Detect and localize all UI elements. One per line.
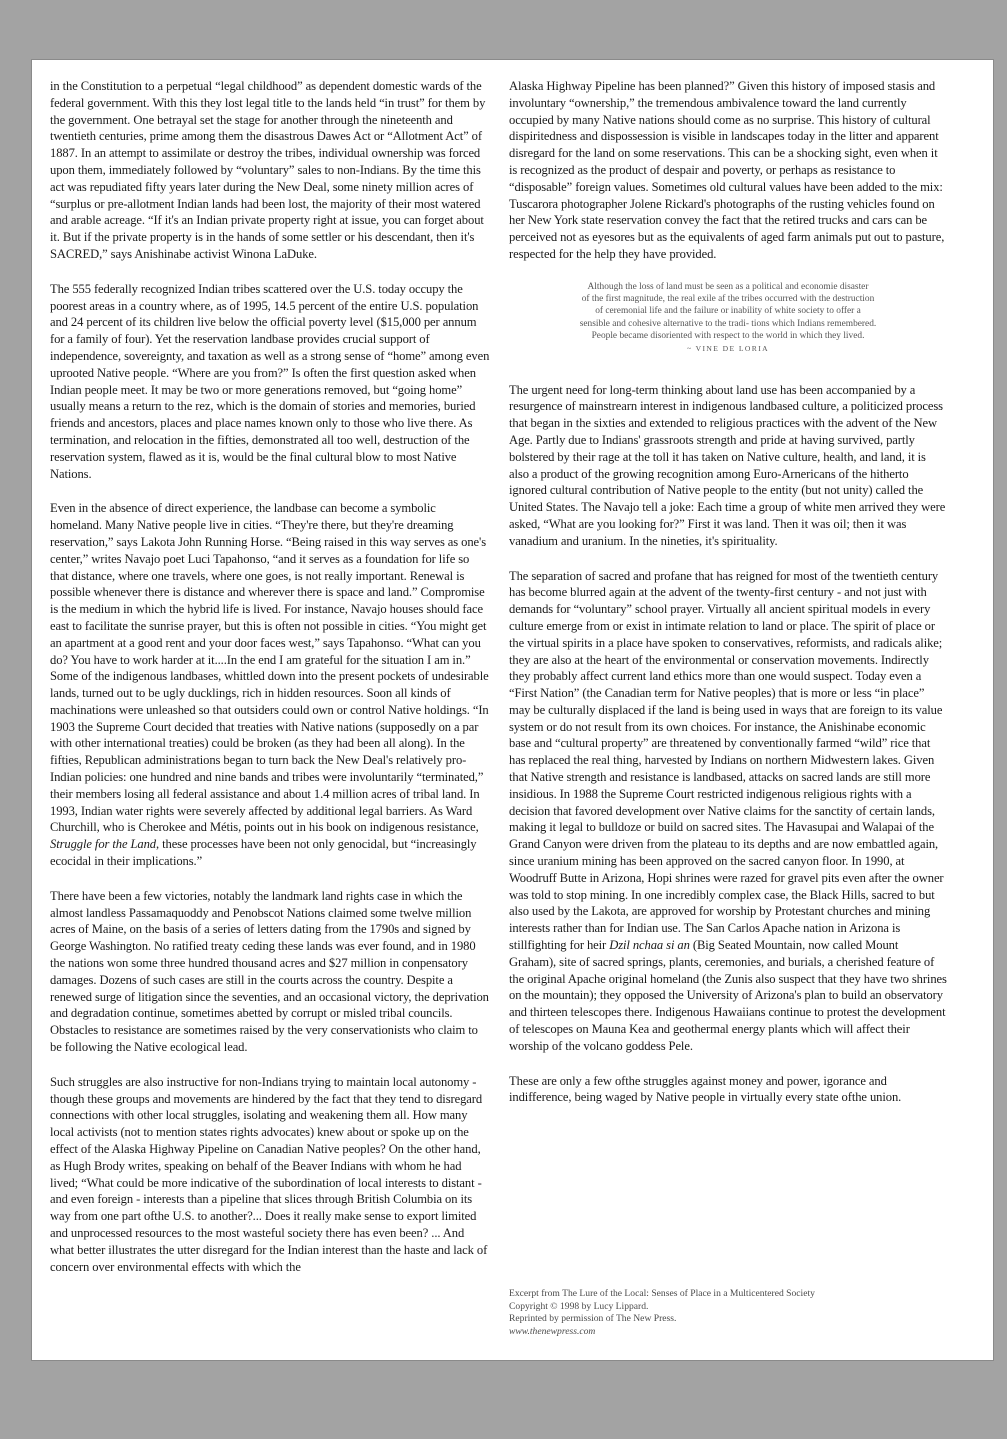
pull-quote xyxy=(509,281,947,356)
body-paragraph: Alaska Highway Pipeline has been planned?” Given this history of imposed stasis and involuntary “ownership,” the tremendous ambivalence toward the land currently occupied by many Native nations should come as no surprise. This history of cultural dispiritedness and dispossession is visible in landscapes today in the litter and apparent disregard for the land on some reservations. This can be a shocking sight, even when it is recognized as the product of despair and poverty, or perhaps as resistance to “disposable” foreign values. Sometimes old cultural values have been added to the mix: Tuscarora photographer Jolene Rickard's photographs of the rusting vehicles found on her New York state reservation convey the fact that the retired trucks and cars can be perceived not as eyesores but as the equivalents of aged farm animals put out to pasture, respected for the help they have provided. xyxy=(509,79,945,261)
pull-quote-attribution: ~ VINE DE LORIA xyxy=(686,344,770,354)
body-paragraph: The urgent need for long-term thinking about land use has been accompanied by a resurgence of mainstrearn interest in indigenous landbased culture, a politicized process that began in the sixties and extended to religious practices with the advent of the New Age. Partly due to Indians' grassroots strength and pride at having survived, partly bolstered by their rage at the toll it has taken on Native culture, health, and land, it is also a product of the growing recognition among Euro-Arnericans of the hitherto ignored cultural contribution of Native people to the entity (but not unity) called the United States. The Navajo tell a joke: Each time a group of white men arrived they were asked, “What are you looking for?” First it was land. Then it was oil; then it was vanadium and uranium. In the nineties, it's spirituality. xyxy=(509,382,946,548)
source-credit xyxy=(509,1288,929,1338)
book-title: Struggle for the Land xyxy=(50,837,156,852)
paragraph-text: , these processes have been not only genocidal, but “increasingly ecocidal in their implications.” xyxy=(50,837,477,869)
pull-quote-line: sensible and cohesive alternative to the tradi- tions which Indians remembered. xyxy=(579,318,877,329)
publisher-url[interactable]: www.thenewpress.com xyxy=(509,1325,596,1337)
paragraph-text: The separation of sacred and profane that has reigned for most of the twentieth century has become blurred again at the advent of the twenty-first century - and not just with demands for “voluntary” school prayer. Virtually all ancient spiritual models in every culture emerge from or exist in intimate relation to land or place. The spirit of place or the virtual spirits in a place have spoken to conservatives, reformists, and radicals alike; they are also at the heart of the environmental or conservation movements. Indirectly they probably affect current land ethics more than one would suspect. Today even a “First Nation” (the Canadian term for Native peoples) that is more or less “in place” may be culturally displaced if the land is being used in ways that are foreign to its value system or do not result from its own choices. For instance, the Anishinabe economic base and “cultural property” are threatened by conventionally farmed “wild” rice that has replaced the real thing, harvested by Indians on northern Midwestern lakes. Given that Native strength and resistance is landbased, attacks on sacred lands are still more insidious. In 1988 the Supreme Court restricted indigenous religious rights with a decision that favored development over Native claims for the sanctity of certain lands, making it legal to bulldoze or build on sacred sites. The Havasupai and Walapai of the Grand Canyon were driven from the plateau to its depths and are now embattled again, since uranium mining has been approved on the sacred canyon floor. In 1990, at Woodruff Butte in Arizona, Hopi shrines were razed for gravel pits even after the owner was told to stop mining. In one incredibly complex case, the Black Hills, sacred to but also used by the Lakota, are approved for worship by Protestant churches and mining interests rather than for Indian use. The San Carlos Apache nation in Arizona is stillfighting for heir xyxy=(509,568,944,953)
place-name: Dzil nchaa si an xyxy=(609,938,690,953)
credit-line: Excerpt from The Lure of the Local: Senses of Place in a Multicentered Society xyxy=(509,1288,815,1299)
pull-quote-line: Although the loss of land must be seen as a political and economie disaster xyxy=(587,281,869,292)
right-column xyxy=(509,78,947,1124)
body-paragraph xyxy=(50,500,490,870)
body-paragraph: These are only a few ofthe struggles against money and power, igorance and indifference, being waged by Native people in virtually every state ofthe union. xyxy=(509,1073,902,1105)
body-paragraph: There have been a few victories, notably the landmark land rights case in which the almost landless Passamaquoddy and Penobscot Nations claimed some twelve million acres of Maine, on the basis of a series of letters dating from the 1790s and signed by George Washington. No ratified treaty ceding these lands was ever found, and in 1980 the nations won some three hundred thousand acres and $27 million in conpensatory damages. Dozens of such cases are still in the courts across the country. Despite a renewed surge of litigation since the seventies, and an occasional victory, the deprivation and degradation continue, sometimes abetted by corrupt or misled tribal councils. Obstacles to resistance are sometimes raised by the very conservationists who claim to be following the Native ecological lead. xyxy=(50,888,489,1055)
pull-quote-line: of ceremonial life and the failure or inability of white society to offer a xyxy=(595,306,861,317)
paragraph-text: Even in the absence of direct experience, the landbase can become a symbolic homeland. Many Native people live in cities. “They're there, but they're dreaming reservation,” says Lakota John Running Horse. “Being raised in this way serves as one's center,” writes Navajo poet Luci Tapahonso, “and it serves as a foundation for life so that distance, where one travels, where one goes, is not really important. Renewal is possible whenever there is distance and wherever there is space and land.” Compromise is the medium in which the hybrid life is lived. For instance, Navajo houses should face east to facilitate the sunrise prayer, but this is often not possible in cities. “You might get an apartment at a good rent and your door faces west,” says Tapahonso. “What can you do? You have to work harder at it....In the end I am grateful for the situation I am in.” Some of the indigenous landbases, whittled down into the present pockets of undesirable lands, turned out to be ugly ducklings, rich in hidden resources. Soon all kinds of machinations were unleashed so that outsiders could own or control Native holdings. “In 1903 the Supreme Court decided that treaties with Native nations (supposedly on a par with other international treaties) could be broken (as they had been all along). In the fifties, Republican administrations began to turn back the New Deal's relatively pro-Indian policies: one hundred and nine bands and tribes were involuntarily “terminated,” their members losing all federal assistance and about 1.4 million acres of tribal land. In 1993, Indian water rights were severely affected by additional legal barriers. As Ward Churchill, who is Cherokee and Métis, points out in his book on indigenous resistance, xyxy=(50,501,489,835)
credit-line: Copyright © 1998 by Lucy Lippard. xyxy=(509,1300,649,1312)
body-paragraph xyxy=(509,568,947,1055)
credit-line: Reprinted by permission of The New Press. xyxy=(509,1313,677,1325)
left-column xyxy=(50,78,490,1293)
body-paragraph: in the Constitution to a perpetual “legal childhood” as dependent domestic wards of the federal government. With this they lost legal title to the lands held “in trust” for them by the government. One betrayal set the stage for another through the nineteenth and twentieth centuries, prime among them the disastrous Dawes Act or “Allotment Act” of 1887. In an attempt to assimilate or destroy the tribes, individual ownership was forced upon them, immediately followed by “voluntary” sales to non-Indians. By the time this act was repudiated fifty years later during the New Deal, some ninety million acres of “surplus or pre-allotment Indian lands had been lost, the majority of their most watered and arable acreage. “If it's an Indian private property right at issue, you can forget about it. But if the private property is in the hands of some settler or his descendant, then it's SACRED,” says Anishinabe activist Winona LaDuke. xyxy=(50,79,486,261)
body-paragraph: The 555 federally recognized Indian tribes scattered over the U.S. today occupy the poorest areas in a country where, as of 1995, 14.5 percent of the entire U.S. population and 24 percent of its children live below the official poverty level ($15,000 per annum for a family of four). Yet the reservation landbase provides crucial support of independence, sovereignty, and taxation as well as a strong sense of “home” among even uprooted Native people. “Where are you from?” Is often the first question asked when Indian people meet. It may be two or more generations removed, but “going home” usually means a return to the rez, which is the domain of stories and memories, buried friends and ancestors, places and place names known only to those who live there. As termination, and relocation in the fifties, demonstrated all too well, destruction of the reservation system, flawed as it is, would be the final cultural blow to most Native Nations. xyxy=(50,281,490,481)
paragraph-text: (Big Seated Mountain, now called Mount Graham), site of sacred springs, plants, ceremonies, and burials, a cherished feature of the original Apache original homeland (the Zunis also suspect that they have two shrines on the mountain); they opposed the University of Arizona's plan to build an observatory and thirteen telescopes there. Indigenous Hawaiians continue to protest the development of telescopes on Mauna Kea and geothermal energy plants which will affect their worship of the volcano goddess Pele. xyxy=(509,938,947,1053)
document-page xyxy=(31,59,994,1361)
pull-quote-line: of the first magnitude, the real exile af the tribes occurred with the destruction xyxy=(581,294,875,305)
pull-quote-line: People became disoriented with respect to the world in which they lived. xyxy=(591,330,865,341)
body-paragraph: Such struggles are also instructive for non-Indians trying to maintain local autonomy - though these groups and movements are hindered by the fact that they tend to disregard connections with other local struggles, isolating and weakening them all. How many local activists (not to mention states rights advocates) knew about or spoke up on the effect of the Alaska Highway Pipeline on Canadian Native peoples? On the other hand, as Hugh Brody writes, speaking on behalf of the Beaver Indians with whom he had lived; “What could be more indicative of the subordination of local interests to distant - and even foreign - interests than a pipeline that slices through British Columbia on its way from one part ofthe U.S. to another?... Does it really make sense to export limited and unprocessed resources to the most wasteful society there has even been? ... And what better illustrates the utter disregard for the Indian interest than the haste and lack of concern over environmental effects with which the xyxy=(50,1074,488,1274)
